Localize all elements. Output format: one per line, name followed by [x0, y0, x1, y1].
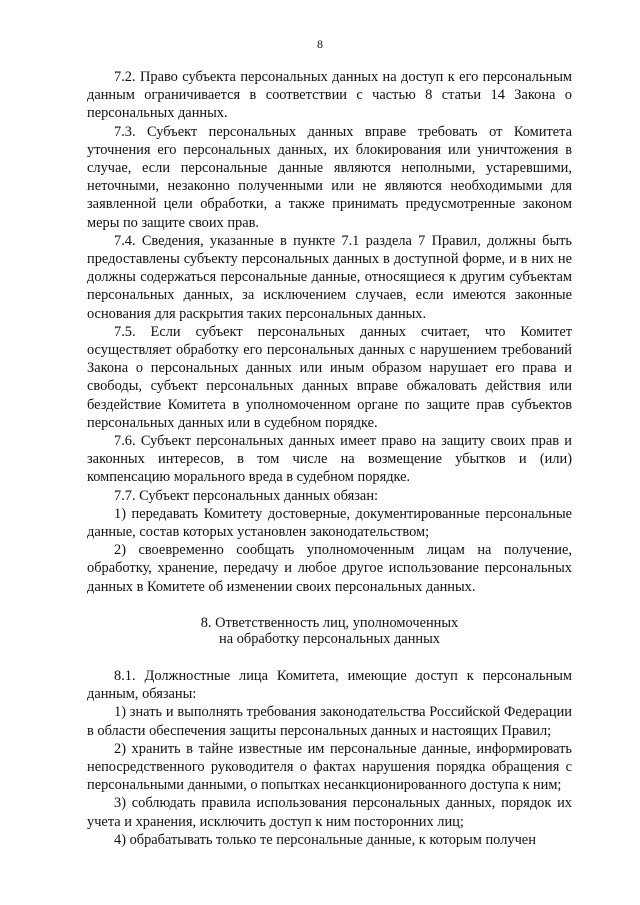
section-8-heading-line-1: 8. Ответственность лиц, уполномоченных [200, 614, 459, 631]
paragraph-7-2: 7.2. Право субъекта персональных данных на доступ к его персональным данным ограничивается в соответствии с частью 8 статьи 14 Закона о персональных данных. [87, 69, 572, 122]
paragraph-7-6: 7.6. Субъект персональных данных имеет право на защиту своих прав и законных интересов, в том числе на возмещение убытков и (или) компенсацию морального вреда в судебном порядке. [87, 433, 572, 486]
paragraph-8-1-item-3: 3) соблюдать правила использования персональных данных, порядок их учета и хранения, исключить доступ к ним посторонних лиц; [87, 795, 572, 830]
paragraph-8-1-item-2: 2) хранить в тайне известные им персональные данные, информировать непосредственного руководителя о фактах нарушения порядка обращения с персональными данными, о попытках несанкционированного доступа к ним; [87, 740, 572, 794]
page-number: 8 [317, 37, 323, 51]
document-body [87, 68, 572, 849]
section-8-heading [87, 615, 572, 648]
paragraph-7-4: 7.4. Сведения, указанные в пункте 7.1 раздела 7 Правил, должны быть предоставлены субъекту персональных данных в доступной форме, и в них не должны содержаться персональные данные, относящиеся к другим субъектам персональных данных, за исключением случаев, если имеются законные основания для раскрытия таких персональных данных. [87, 232, 572, 322]
paragraph-7-7-item-2: 2) своевременно сообщать уполномоченным лицам на получение, обработку, хранение, передачу и любое другое использование персональных данных в Комитете об изменении своих персональных данных. [87, 542, 572, 595]
paragraph-8-1-item-1: 1) знать и выполнять требования законодательства Российской Федерации в области обеспечения защиты персональных данных и настоящих Правил; [87, 704, 572, 739]
paragraph-8-1-item-4: 4) обрабатывать только те персональные данные, к которым получен [114, 831, 536, 848]
paragraph-7-7: 7.7. Субъект персональных данных обязан: [114, 487, 379, 504]
paragraph-7-3: 7.3. Субъект персональных данных вправе требовать от Комитета уточнения его персональных данных, их блокирования или уничтожения в случае, если персональные данные являются неполными, устаревшими, неточными, незаконно полученными или не являются необходимыми для заявленной цели обработки, а также принимать предусмотренные законом меры по защите своих прав. [87, 123, 572, 231]
paragraph-7-7-item-1: 1) передавать Комитету достоверные, документированные персональные данные, состав которых установлен законодательством; [87, 505, 572, 541]
section-8-heading-line-2: на обработку персональных данных [219, 631, 440, 648]
paragraph-8-1: 8.1. Должностные лица Комитета, имеющие доступ к персональным данным, обязаны: [87, 667, 572, 703]
paragraph-7-5: 7.5. Если субъект персональных данных считает, что Комитет осуществляет обработку его персональных данных с нарушением требований Закона о персональных данных или иным образом нарушает его права и свободы, субъект персональных данных вправе обжаловать действия или бездействие Комитета в уполномоченном органе по защите прав субъектов персональных данных или в судебном порядке. [87, 323, 572, 431]
